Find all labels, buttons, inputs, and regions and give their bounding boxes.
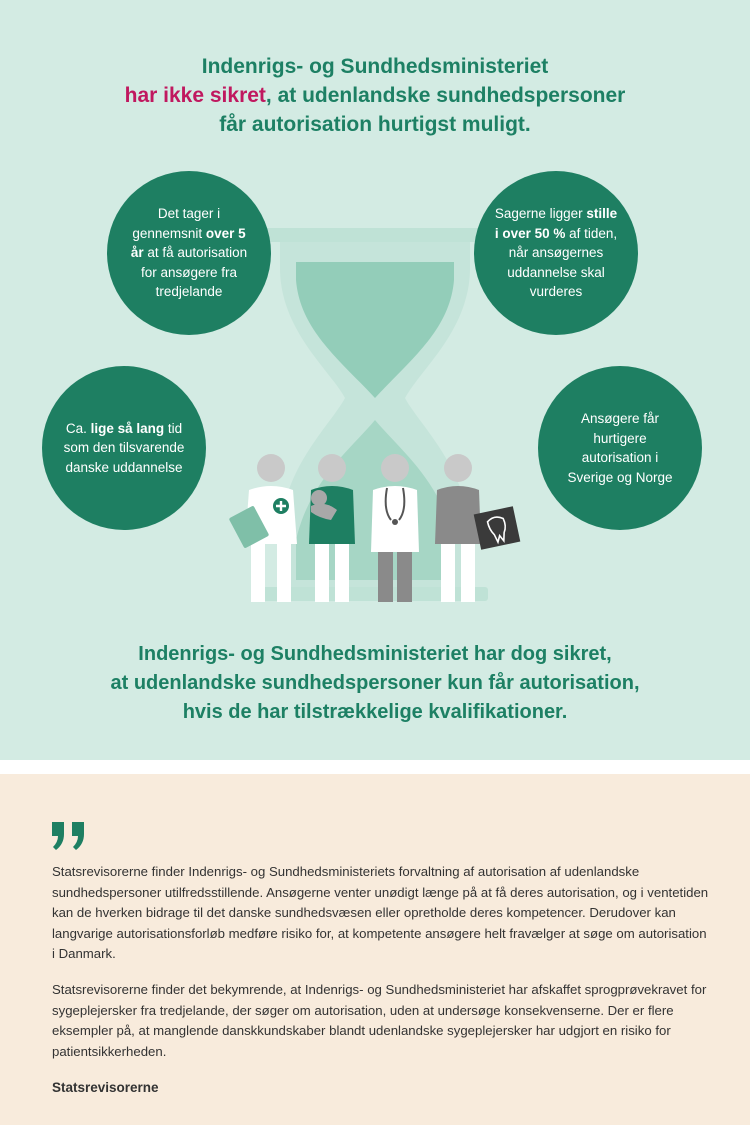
fact-text: Det tager i gennemsnit: [132, 206, 221, 241]
subheadline-line-2: at udenlandske sundhedspersoner kun får autorisation,: [110, 672, 640, 694]
headline-highlight: har ikke sikret: [124, 84, 266, 107]
fact-circle-same-length: [42, 366, 206, 530]
main-headline: [0, 52, 750, 139]
fact-circle-idle-time: [474, 171, 638, 335]
health-workers-icon: [225, 440, 535, 610]
quote-paragraph-2: Statsrevisorerne finder det bekymrende, at Indenrigs- og Sundhedsministeriet har afskaffet sprogprøvekravet for sygeplejersker fra tredjelande, der søger om autorisation, uden at undersøge konsekvenserne. Der er flere eksempler på, at manglende danskkundskaber blandt udenlandske sygeplejersker har udgjort en risiko for patientsikkerheden.: [52, 982, 707, 1059]
fact-text: Ansøgere får hurtigere autorisation i Sverige og Norge: [567, 411, 673, 485]
headline-line-1: Indenrigs- og Sundhedsministeriet: [201, 55, 549, 78]
headline-line-3: får autorisation hurtigst muligt.: [219, 113, 531, 136]
subheadline-line-1: Indenrigs- og Sundhedsministeriet har dog sikret,: [138, 643, 612, 665]
fact-circle-nordic-comparison: [538, 366, 702, 530]
fact-text: Ca.: [65, 420, 91, 436]
quote-signature: Statsrevisorerne: [52, 1080, 159, 1095]
sub-headline: [0, 640, 750, 727]
quote-icon: [50, 822, 90, 850]
headline-line-2-rest: , at udenlandske sundhedspersoner: [265, 84, 626, 107]
headline-line-2: [0, 81, 750, 110]
fact-text: tid som den tilsvarende danske uddannelse: [63, 420, 185, 475]
quote-section: [0, 774, 750, 1125]
fact-circle-average-time: [107, 171, 271, 335]
subheadline-line-3: hvis de har tilstrækkelige kvalifikationer.: [182, 701, 568, 723]
tooth-xray-icon: [474, 506, 521, 550]
fact-text: af tiden, når ansøgernes uddannelse skal vurderes: [507, 225, 618, 300]
fact-bold: over 5 år: [130, 225, 246, 261]
fact-bold: stille i over 50 %: [494, 206, 618, 241]
fact-bold: lige så lang: [90, 420, 165, 436]
fact-text: at få autorisation for ansøgere fra tredjelande: [140, 245, 248, 300]
quote-paragraph-1: Statsrevisorerne finder Indenrigs- og Sundhedsministeriets forvaltning af autorisation af udenlandske sundhedspersoner utilfredsstillende. Ansøgerne venter unødigt længe på at få deres autorisation, og i ventetiden kan de hverken bidrage til det danske sundhedsvæsen eller opretholde deres kompetencer. Derudover kan langvarige autorisationsforløb medføre risiko for, at kompetente ansøgere helt fravælger at søge om autorisation i Danmark.: [52, 864, 709, 961]
fact-text: Sagerne ligger: [494, 206, 587, 222]
